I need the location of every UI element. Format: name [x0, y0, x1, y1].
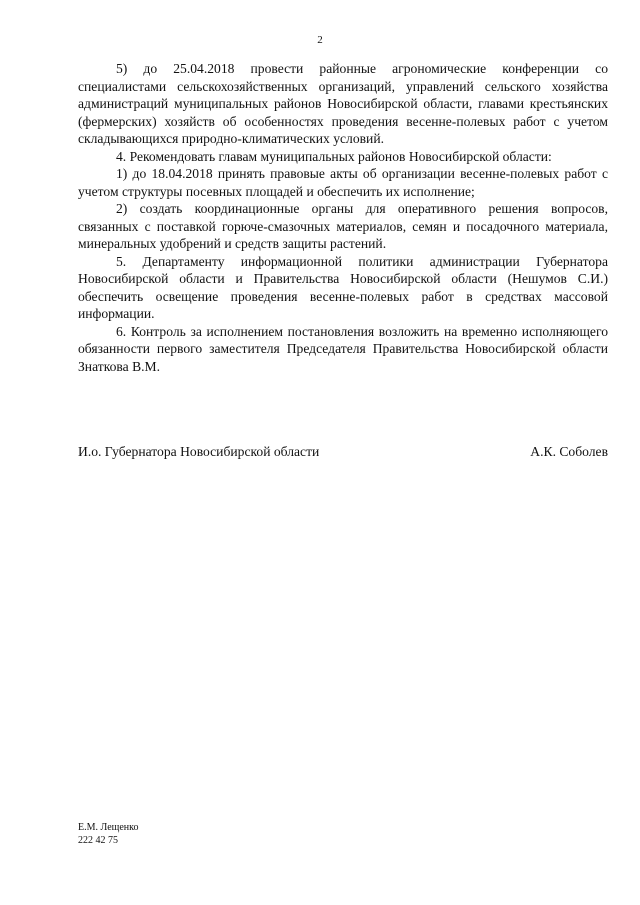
executor-block: [78, 822, 139, 847]
paragraph-section-5: 5. Департаменту информационной политики администрации Губернатора Новосибирской области и Правительства Новосибирской области (Нешумов С.И.) обеспечить освещение проведения весенне-полевых работ в средствах массовой информации.: [78, 253, 608, 321]
paragraph-section-6: 6. Контроль за исполнением постановления возложить на временно исполняющего обязанности первого заместителя Председателя Правительства Новосибирской области Знаткова В.М.: [78, 323, 608, 374]
paragraph-section-4: 4. Рекомендовать главам муниципальных районов Новосибирской области:: [116, 148, 552, 164]
paragraph-item-1: 1) до 18.04.2018 принять правовые акты об организации весенне-полевых работ с учетом структуры посевных площадей и обеспечить их исполнение;: [78, 166, 608, 199]
signature-block: [78, 443, 608, 461]
document-body: [78, 60, 608, 375]
signatory-position: И.о. Губернатора Новосибирской области: [78, 444, 320, 459]
paragraph-item-2: 2) создать координационные органы для оперативного решения вопросов, связанных с поставкой горюче-смазочных материалов, семян и посадочного материала, минеральных удобрений и средств защиты растений.: [78, 201, 608, 251]
executor-phone: 222 42 75: [78, 834, 118, 846]
page-number: 2: [317, 34, 323, 46]
signatory-name: А.К. Соболев: [530, 444, 608, 459]
executor-name: Е.М. Лещенко: [78, 822, 139, 833]
paragraph-item-5: 5) до 25.04.2018 провести районные агрономические конференции со специалистами сельскохозяйственных организаций, управлений сельского хозяйства администраций муниципальных районов Новосибирской области, главами крестьянских (фермерских) хозяйств об особенностях проведения весенне-полевых работ с учетом складывающихся природно-климатических условий.: [78, 61, 608, 146]
